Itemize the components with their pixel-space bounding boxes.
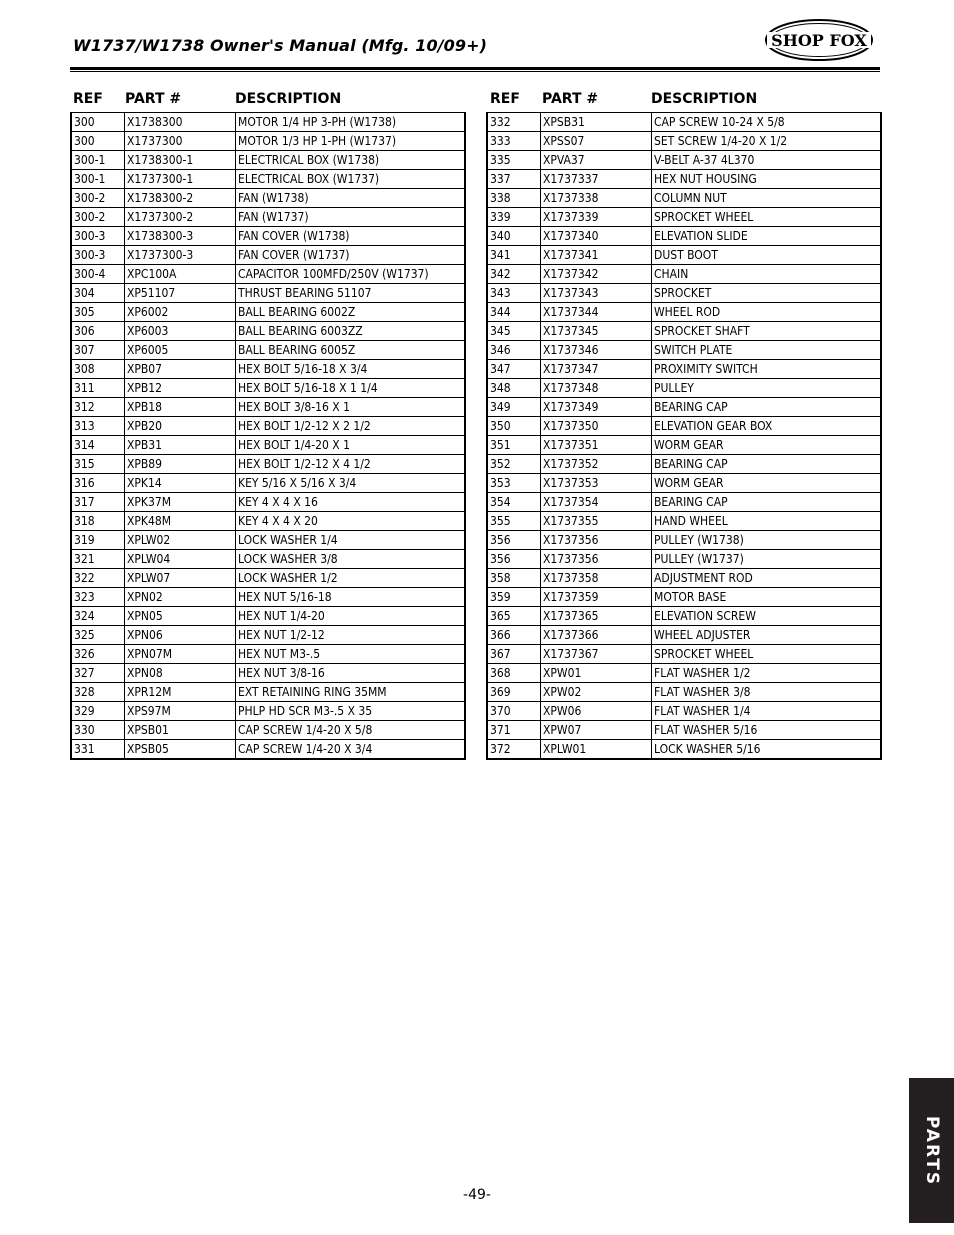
part-number-cell: XPS97M	[125, 702, 236, 721]
part-number-cell: XPN06	[125, 626, 236, 645]
description-cell: MOTOR 1/3 HP 1-PH (W1737)	[236, 132, 466, 151]
part-number-cell: X1737358	[541, 569, 652, 588]
ref-cell: 327	[71, 664, 125, 683]
description-cell: BEARING CAP	[652, 493, 882, 512]
ref-cell: 321	[71, 550, 125, 569]
description-cell: V-BELT A-37 4L370	[652, 151, 882, 170]
ref-cell: 359	[487, 588, 541, 607]
table-row	[71, 303, 465, 322]
part-number-cell: X1737300	[125, 132, 236, 151]
table-row	[487, 322, 881, 341]
description-cell: HEX NUT HOUSING	[652, 170, 882, 189]
table-row	[487, 531, 881, 550]
table-row	[487, 341, 881, 360]
part-number-header: PART #	[542, 91, 599, 107]
parts-table-right	[486, 112, 882, 760]
ref-cell: 329	[71, 702, 125, 721]
description-cell: FAN (W1738)	[236, 189, 466, 208]
table-row	[71, 493, 465, 512]
table-row	[71, 322, 465, 341]
ref-cell: 300-4	[71, 265, 125, 284]
description-cell: HEX NUT 5/16-18	[236, 588, 466, 607]
left-column-headers	[73, 91, 463, 109]
description-cell: HEX BOLT 3/8-16 X 1	[236, 398, 466, 417]
ref-cell: 331	[71, 740, 125, 760]
part-number-cell: X1737341	[541, 246, 652, 265]
description-cell: HEX BOLT 5/16-18 X 3/4	[236, 360, 466, 379]
description-cell: BALL BEARING 6003ZZ	[236, 322, 466, 341]
ref-cell: 353	[487, 474, 541, 493]
description-cell: CAP SCREW 1/4-20 X 3/4	[236, 740, 466, 760]
description-cell: HEX BOLT 5/16-18 X 1 1/4	[236, 379, 466, 398]
description-cell: HEX BOLT 1/4-20 X 1	[236, 436, 466, 455]
table-row	[487, 227, 881, 246]
part-number-cell: XPB31	[125, 436, 236, 455]
table-row	[71, 113, 465, 132]
description-cell: LOCK WASHER 1/2	[236, 569, 466, 588]
table-row	[487, 474, 881, 493]
part-number-cell: XPSB05	[125, 740, 236, 760]
part-number-cell: XPB07	[125, 360, 236, 379]
ref-cell: 326	[71, 645, 125, 664]
table-row	[71, 398, 465, 417]
part-number-cell: X1737343	[541, 284, 652, 303]
part-number-cell: X1738300-2	[125, 189, 236, 208]
ref-cell: 347	[487, 360, 541, 379]
part-number-cell: XPN05	[125, 607, 236, 626]
description-cell: LOCK WASHER 5/16	[652, 740, 882, 760]
ref-cell: 319	[71, 531, 125, 550]
table-row	[71, 550, 465, 569]
description-cell: ELEVATION SLIDE	[652, 227, 882, 246]
ref-cell: 335	[487, 151, 541, 170]
page-number: -49-	[463, 1187, 491, 1203]
table-row	[71, 189, 465, 208]
description-cell: LOCK WASHER 1/4	[236, 531, 466, 550]
part-number-cell: X1737338	[541, 189, 652, 208]
part-number-cell: X1737353	[541, 474, 652, 493]
ref-cell: 306	[71, 322, 125, 341]
ref-cell: 328	[71, 683, 125, 702]
ref-cell: 312	[71, 398, 125, 417]
description-cell: FLAT WASHER 3/8	[652, 683, 882, 702]
ref-cell: 337	[487, 170, 541, 189]
description-cell: SPROCKET WHEEL	[652, 645, 882, 664]
ref-header: REF	[490, 91, 520, 107]
part-number-cell: X1737356	[541, 531, 652, 550]
part-number-cell: X1738300-3	[125, 227, 236, 246]
ref-cell: 311	[71, 379, 125, 398]
description-cell: PULLEY (W1737)	[652, 550, 882, 569]
table-row	[71, 474, 465, 493]
description-cell: KEY 5/16 X 5/16 X 3/4	[236, 474, 466, 493]
description-cell: ELECTRICAL BOX (W1738)	[236, 151, 466, 170]
description-cell: ADJUSTMENT ROD	[652, 569, 882, 588]
table-row	[71, 607, 465, 626]
table-row	[487, 664, 881, 683]
part-number-cell: XPLW07	[125, 569, 236, 588]
description-cell: FLAT WASHER 5/16	[652, 721, 882, 740]
description-cell: HEX BOLT 1/2-12 X 2 1/2	[236, 417, 466, 436]
ref-cell: 366	[487, 626, 541, 645]
table-row	[487, 398, 881, 417]
table-row	[487, 550, 881, 569]
table-row	[487, 702, 881, 721]
table-row	[487, 493, 881, 512]
description-cell: MOTOR BASE	[652, 588, 882, 607]
part-number-cell: XP6005	[125, 341, 236, 360]
part-number-header: PART #	[125, 91, 182, 107]
part-number-cell: X1738300-1	[125, 151, 236, 170]
description-cell: SWITCH PLATE	[652, 341, 882, 360]
part-number-cell: XPN02	[125, 588, 236, 607]
part-number-cell: X1737348	[541, 379, 652, 398]
table-row	[71, 740, 465, 760]
description-cell: CAP SCREW 1/4-20 X 5/8	[236, 721, 466, 740]
part-number-cell: XPN08	[125, 664, 236, 683]
header-rule-thick	[70, 67, 880, 70]
part-number-cell: XP51107	[125, 284, 236, 303]
table-row	[71, 569, 465, 588]
description-header: DESCRIPTION	[235, 91, 342, 107]
table-row	[71, 702, 465, 721]
ref-cell: 300-3	[71, 227, 125, 246]
table-row	[71, 588, 465, 607]
table-row	[487, 246, 881, 265]
ref-cell: 322	[71, 569, 125, 588]
description-cell: FLAT WASHER 1/2	[652, 664, 882, 683]
part-number-cell: XPB20	[125, 417, 236, 436]
description-cell: DUST BOOT	[652, 246, 882, 265]
part-number-cell: X1737300-1	[125, 170, 236, 189]
table-row	[71, 132, 465, 151]
table-row	[71, 208, 465, 227]
part-number-cell: X1737346	[541, 341, 652, 360]
part-number-cell: X1737337	[541, 170, 652, 189]
ref-cell: 323	[71, 588, 125, 607]
description-cell: FAN COVER (W1737)	[236, 246, 466, 265]
ref-cell: 372	[487, 740, 541, 760]
part-number-cell: XPSB01	[125, 721, 236, 740]
description-cell: WORM GEAR	[652, 474, 882, 493]
table-row	[71, 265, 465, 284]
table-row	[487, 189, 881, 208]
part-number-cell: X1737349	[541, 398, 652, 417]
ref-cell: 338	[487, 189, 541, 208]
ref-cell: 330	[71, 721, 125, 740]
ref-cell: 351	[487, 436, 541, 455]
ref-cell: 300	[71, 132, 125, 151]
ref-cell: 370	[487, 702, 541, 721]
description-cell: EXT RETAINING RING 35MM	[236, 683, 466, 702]
part-number-cell: XPK48M	[125, 512, 236, 531]
description-cell: HEX BOLT 1/2-12 X 4 1/2	[236, 455, 466, 474]
table-row	[71, 284, 465, 303]
ref-cell: 340	[487, 227, 541, 246]
ref-cell: 367	[487, 645, 541, 664]
part-number-cell: XPLW04	[125, 550, 236, 569]
ref-cell: 300-3	[71, 246, 125, 265]
part-number-cell: XPN07M	[125, 645, 236, 664]
part-number-cell: XPK14	[125, 474, 236, 493]
part-number-cell: X1737339	[541, 208, 652, 227]
description-cell: SET SCREW 1/4-20 X 1/2	[652, 132, 882, 151]
ref-cell: 300-1	[71, 170, 125, 189]
part-number-cell: X1738300	[125, 113, 236, 132]
ref-cell: 344	[487, 303, 541, 322]
ref-cell: 368	[487, 664, 541, 683]
ref-cell: 316	[71, 474, 125, 493]
right-column-headers	[490, 91, 880, 109]
table-row	[487, 379, 881, 398]
description-cell: SPROCKET WHEEL	[652, 208, 882, 227]
description-cell: BEARING CAP	[652, 398, 882, 417]
description-cell: FLAT WASHER 1/4	[652, 702, 882, 721]
part-number-cell: X1737356	[541, 550, 652, 569]
description-cell: THRUST BEARING 51107	[236, 284, 466, 303]
description-cell: CAP SCREW 10-24 X 5/8	[652, 113, 882, 132]
ref-cell: 342	[487, 265, 541, 284]
description-cell: MOTOR 1/4 HP 3-PH (W1738)	[236, 113, 466, 132]
table-row	[71, 341, 465, 360]
shop-fox-logo	[764, 18, 874, 62]
manual-title: W1737/W1738 Owner's Manual (Mfg. 10/09+)	[73, 36, 488, 55]
ref-cell: 352	[487, 455, 541, 474]
ref-cell: 317	[71, 493, 125, 512]
part-number-cell: X1737345	[541, 322, 652, 341]
table-row	[71, 151, 465, 170]
ref-cell: 356	[487, 531, 541, 550]
table-row	[487, 683, 881, 702]
table-row	[487, 151, 881, 170]
description-cell: CAPACITOR 100MFD/250V (W1737)	[236, 265, 466, 284]
description-cell: CHAIN	[652, 265, 882, 284]
part-number-cell: XPB18	[125, 398, 236, 417]
ref-cell: 300-2	[71, 208, 125, 227]
part-number-cell: X1737347	[541, 360, 652, 379]
part-number-cell: XP6003	[125, 322, 236, 341]
table-row	[71, 170, 465, 189]
ref-cell: 369	[487, 683, 541, 702]
ref-cell: 313	[71, 417, 125, 436]
table-row	[487, 265, 881, 284]
table-row	[71, 246, 465, 265]
part-number-cell: X1737367	[541, 645, 652, 664]
description-cell: HEX NUT M3-.5	[236, 645, 466, 664]
table-row	[71, 664, 465, 683]
part-number-cell: XPB89	[125, 455, 236, 474]
description-cell: FAN COVER (W1738)	[236, 227, 466, 246]
ref-cell: 365	[487, 607, 541, 626]
part-number-cell: X1737354	[541, 493, 652, 512]
description-header: DESCRIPTION	[651, 91, 758, 107]
description-cell: ELECTRICAL BOX (W1737)	[236, 170, 466, 189]
ref-cell: 314	[71, 436, 125, 455]
parts-table-left	[70, 112, 466, 760]
table-row	[487, 645, 881, 664]
description-cell: WORM GEAR	[652, 436, 882, 455]
ref-cell: 354	[487, 493, 541, 512]
description-cell: SPROCKET SHAFT	[652, 322, 882, 341]
table-row	[487, 607, 881, 626]
table-row	[71, 626, 465, 645]
ref-cell: 346	[487, 341, 541, 360]
table-row	[487, 208, 881, 227]
part-number-cell: XPW01	[541, 664, 652, 683]
part-number-cell: XPW07	[541, 721, 652, 740]
ref-cell: 348	[487, 379, 541, 398]
part-number-cell: XPW06	[541, 702, 652, 721]
table-row	[71, 379, 465, 398]
ref-cell: 318	[71, 512, 125, 531]
table-row	[71, 645, 465, 664]
part-number-cell: X1737366	[541, 626, 652, 645]
svg-text:SHOP FOX: SHOP FOX	[771, 31, 867, 50]
table-row	[71, 417, 465, 436]
description-cell: WHEEL ROD	[652, 303, 882, 322]
part-number-cell: XPC100A	[125, 265, 236, 284]
table-row	[487, 360, 881, 379]
ref-cell: 371	[487, 721, 541, 740]
part-number-cell: XPB12	[125, 379, 236, 398]
ref-cell: 358	[487, 569, 541, 588]
ref-cell: 308	[71, 360, 125, 379]
part-number-cell: XPSS07	[541, 132, 652, 151]
ref-header: REF	[73, 91, 103, 107]
ref-cell: 300	[71, 113, 125, 132]
description-cell: HEX NUT 3/8-16	[236, 664, 466, 683]
description-cell: ELEVATION GEAR BOX	[652, 417, 882, 436]
table-row	[71, 360, 465, 379]
ref-cell: 349	[487, 398, 541, 417]
ref-cell: 307	[71, 341, 125, 360]
part-number-cell: XPR12M	[125, 683, 236, 702]
description-cell: PROXIMITY SWITCH	[652, 360, 882, 379]
ref-cell: 300-1	[71, 151, 125, 170]
part-number-cell: XPLW01	[541, 740, 652, 760]
description-cell: WHEEL ADJUSTER	[652, 626, 882, 645]
ref-cell: 325	[71, 626, 125, 645]
ref-cell: 355	[487, 512, 541, 531]
ref-cell: 345	[487, 322, 541, 341]
part-number-cell: X1737365	[541, 607, 652, 626]
part-number-cell: XPSB31	[541, 113, 652, 132]
table-row	[487, 721, 881, 740]
part-number-cell: X1737342	[541, 265, 652, 284]
table-row	[487, 569, 881, 588]
ref-cell: 315	[71, 455, 125, 474]
description-cell: KEY 4 X 4 X 20	[236, 512, 466, 531]
ref-cell: 339	[487, 208, 541, 227]
table-row	[487, 303, 881, 322]
part-number-cell: XPW02	[541, 683, 652, 702]
table-row	[487, 626, 881, 645]
description-cell: COLUMN NUT	[652, 189, 882, 208]
header-rule-thin	[70, 71, 880, 72]
part-number-cell: X1737350	[541, 417, 652, 436]
description-cell: PULLEY (W1738)	[652, 531, 882, 550]
ref-cell: 356	[487, 550, 541, 569]
part-number-cell: X1737359	[541, 588, 652, 607]
description-cell: BALL BEARING 6002Z	[236, 303, 466, 322]
section-tab-label: PARTS	[921, 1115, 942, 1186]
part-number-cell: X1737344	[541, 303, 652, 322]
description-cell: BALL BEARING 6005Z	[236, 341, 466, 360]
description-cell: HEX NUT 1/2-12	[236, 626, 466, 645]
table-row	[71, 455, 465, 474]
ref-cell: 350	[487, 417, 541, 436]
description-cell: PULLEY	[652, 379, 882, 398]
table-row	[71, 227, 465, 246]
table-row	[487, 455, 881, 474]
description-cell: SPROCKET	[652, 284, 882, 303]
description-cell: FAN (W1737)	[236, 208, 466, 227]
part-number-cell: XPK37M	[125, 493, 236, 512]
table-row	[487, 417, 881, 436]
part-number-cell: X1737300-3	[125, 246, 236, 265]
part-number-cell: X1737300-2	[125, 208, 236, 227]
description-cell: BEARING CAP	[652, 455, 882, 474]
part-number-cell: X1737340	[541, 227, 652, 246]
ref-cell: 305	[71, 303, 125, 322]
table-row	[71, 683, 465, 702]
part-number-cell: X1737352	[541, 455, 652, 474]
table-row	[487, 113, 881, 132]
part-number-cell: XPVA37	[541, 151, 652, 170]
table-row	[487, 170, 881, 189]
table-row	[71, 512, 465, 531]
description-cell: HEX NUT 1/4-20	[236, 607, 466, 626]
table-row	[487, 588, 881, 607]
description-cell: HAND WHEEL	[652, 512, 882, 531]
ref-cell: 343	[487, 284, 541, 303]
part-number-cell: XP6002	[125, 303, 236, 322]
part-number-cell: XPLW02	[125, 531, 236, 550]
table-row	[71, 436, 465, 455]
description-cell: ELEVATION SCREW	[652, 607, 882, 626]
table-row	[71, 531, 465, 550]
ref-cell: 300-2	[71, 189, 125, 208]
table-row	[487, 740, 881, 760]
ref-cell: 304	[71, 284, 125, 303]
table-row	[71, 721, 465, 740]
description-cell: PHLP HD SCR M3-.5 X 35	[236, 702, 466, 721]
ref-cell: 333	[487, 132, 541, 151]
part-number-cell: X1737351	[541, 436, 652, 455]
table-row	[487, 512, 881, 531]
part-number-cell: X1737355	[541, 512, 652, 531]
ref-cell: 324	[71, 607, 125, 626]
table-row	[487, 284, 881, 303]
description-cell: LOCK WASHER 3/8	[236, 550, 466, 569]
table-row	[487, 436, 881, 455]
description-cell: KEY 4 X 4 X 16	[236, 493, 466, 512]
ref-cell: 332	[487, 113, 541, 132]
ref-cell: 341	[487, 246, 541, 265]
table-row	[487, 132, 881, 151]
